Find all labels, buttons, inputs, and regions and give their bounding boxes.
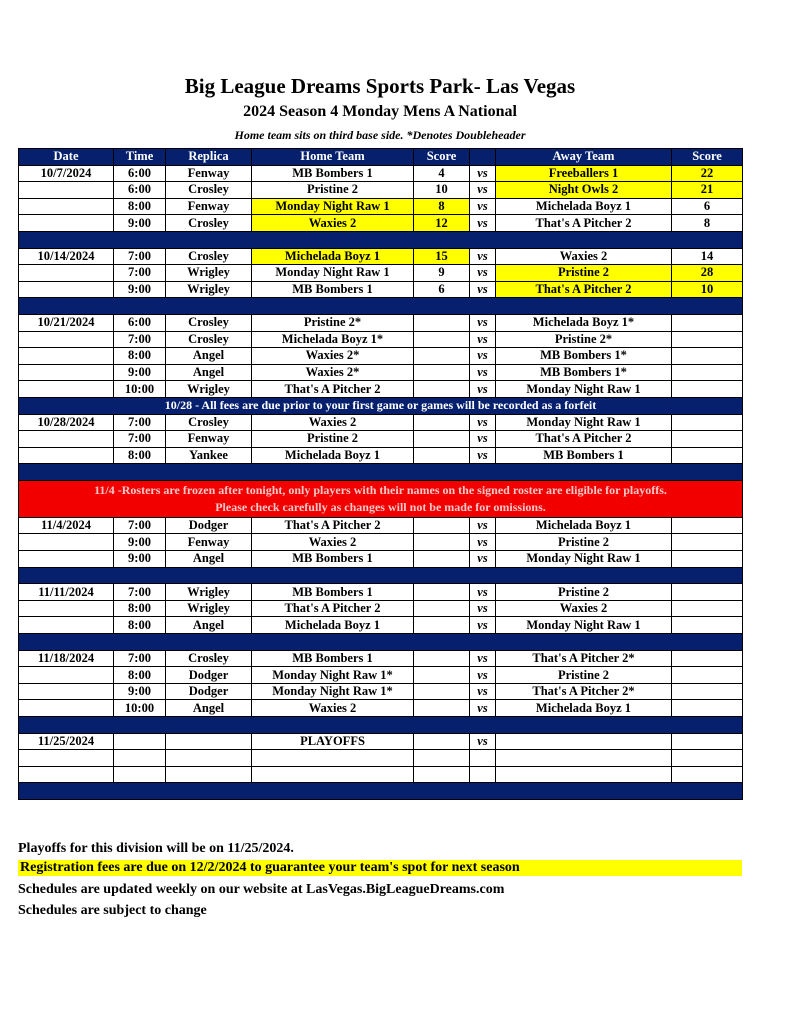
away-score-cell — [672, 431, 743, 448]
game-row — [19, 431, 743, 448]
replica-cell: Dodger — [166, 683, 252, 700]
vs-cell: vs — [470, 314, 496, 331]
time-cell — [114, 750, 166, 767]
home-score-cell: 6 — [414, 281, 470, 298]
date-cell: 11/4/2024 — [19, 517, 114, 534]
replica-cell: Wrigley — [166, 584, 252, 601]
away-score-cell — [672, 348, 743, 365]
col-vs — [470, 149, 496, 166]
home-team-cell: Pristine 2* — [252, 314, 414, 331]
away-team-cell: Night Owls 2 — [496, 182, 672, 199]
home-score-cell — [414, 551, 470, 568]
away-score-cell — [672, 600, 743, 617]
away-score-cell — [672, 517, 743, 534]
home-team-cell: Pristine 2 — [252, 182, 414, 199]
home-score-cell: 12 — [414, 215, 470, 232]
replica-cell: Angel — [166, 617, 252, 634]
date-cell: 10/14/2024 — [19, 248, 114, 265]
footer-registration: Registration fees are due on 12/2/2024 to guarantee your team's spot for next season — [18, 860, 742, 876]
game-row — [19, 364, 743, 381]
home-score-cell: 9 — [414, 265, 470, 282]
away-score-cell: 21 — [672, 182, 743, 199]
time-cell: 9:00 — [114, 534, 166, 551]
replica-cell: Crosley — [166, 414, 252, 431]
home-team-cell: That's A Pitcher 2 — [252, 600, 414, 617]
page-subtitle: 2024 Season 4 Monday Mens A National — [243, 103, 517, 120]
away-score-cell: 28 — [672, 265, 743, 282]
schedule-table — [18, 148, 743, 800]
date-cell — [19, 198, 114, 215]
time-cell — [114, 733, 166, 750]
replica-cell: Fenway — [166, 534, 252, 551]
home-team-cell: Michelada Boyz 1 — [252, 617, 414, 634]
away-team-cell: MB Bombers 1* — [496, 348, 672, 365]
home-team-cell: Waxies 2 — [252, 215, 414, 232]
vs-cell: vs — [470, 683, 496, 700]
away-score-cell — [672, 364, 743, 381]
time-cell: 8:00 — [114, 348, 166, 365]
time-cell: 10:00 — [114, 700, 166, 717]
away-score-cell — [672, 584, 743, 601]
home-team-cell: MB Bombers 1 — [252, 551, 414, 568]
date-cell — [19, 750, 114, 767]
game-row — [19, 248, 743, 265]
home-score-cell — [414, 447, 470, 464]
away-score-cell — [672, 381, 743, 398]
game-row — [19, 281, 743, 298]
time-cell: 9:00 — [114, 683, 166, 700]
game-row — [19, 534, 743, 551]
replica-cell: Crosley — [166, 248, 252, 265]
away-team-cell: MB Bombers 1 — [496, 447, 672, 464]
col-replica: Replica — [166, 149, 252, 166]
away-team-cell: That's A Pitcher 2 — [496, 215, 672, 232]
home-team-cell: PLAYOFFS — [252, 733, 414, 750]
replica-cell: Crosley — [166, 215, 252, 232]
game-row — [19, 331, 743, 348]
replica-cell: Crosley — [166, 331, 252, 348]
col-time: Time — [114, 149, 166, 166]
vs-cell: vs — [470, 431, 496, 448]
replica-cell: Yankee — [166, 447, 252, 464]
separator-bar — [19, 717, 743, 734]
away-team-cell: Pristine 2* — [496, 331, 672, 348]
away-team-cell: Pristine 2 — [496, 534, 672, 551]
vs-cell: vs — [470, 733, 496, 750]
vs-cell: vs — [470, 700, 496, 717]
game-row — [19, 600, 743, 617]
home-score-cell — [414, 617, 470, 634]
date-cell — [19, 348, 114, 365]
date-cell — [19, 281, 114, 298]
away-score-cell — [672, 733, 743, 750]
home-team-cell: Waxies 2 — [252, 700, 414, 717]
date-cell — [19, 431, 114, 448]
vs-cell: vs — [470, 265, 496, 282]
away-team-cell: Pristine 2 — [496, 265, 672, 282]
col-home-score: Score — [414, 149, 470, 166]
date-cell: 11/18/2024 — [19, 650, 114, 667]
away-score-cell: 22 — [672, 165, 743, 182]
game-row — [19, 198, 743, 215]
col-away-score: Score — [672, 149, 743, 166]
footer-change: Schedules are subject to change — [18, 903, 207, 918]
footer-playoffs: Playoffs for this division will be on 11/25/2024. — [18, 841, 294, 856]
roster-alert-line1: 11/4 -Rosters are frozen after tonight, only players with their names on the signed roster are eligible for playoffs. — [94, 482, 667, 497]
game-row — [19, 766, 743, 783]
game-row — [19, 700, 743, 717]
home-team-cell: MB Bombers 1 — [252, 584, 414, 601]
separator-bar — [19, 634, 743, 651]
footer-website: Schedules are updated weekly on our website at LasVegas.BigLeagueDreams.com — [18, 882, 505, 897]
away-team-cell: Freeballers 1 — [496, 165, 672, 182]
date-cell — [19, 551, 114, 568]
away-team-cell: Michelada Boyz 1 — [496, 198, 672, 215]
game-row — [19, 683, 743, 700]
time-cell: 7:00 — [114, 517, 166, 534]
home-team-cell — [252, 766, 414, 783]
vs-cell: vs — [470, 381, 496, 398]
home-team-cell: Waxies 2* — [252, 364, 414, 381]
roster-alert — [19, 480, 743, 517]
vs-cell: vs — [470, 551, 496, 568]
vs-cell: vs — [470, 165, 496, 182]
time-cell: 6:00 — [114, 165, 166, 182]
date-cell: 11/11/2024 — [19, 584, 114, 601]
vs-cell: vs — [470, 584, 496, 601]
away-team-cell: Monday Night Raw 1 — [496, 551, 672, 568]
home-team-cell: Michelada Boyz 1* — [252, 331, 414, 348]
date-cell — [19, 766, 114, 783]
game-row — [19, 215, 743, 232]
away-score-cell — [672, 551, 743, 568]
date-cell — [19, 600, 114, 617]
header-row — [19, 149, 743, 166]
time-cell: 8:00 — [114, 617, 166, 634]
replica-cell: Fenway — [166, 431, 252, 448]
home-team-cell: Michelada Boyz 1 — [252, 447, 414, 464]
home-score-cell: 10 — [414, 182, 470, 199]
away-score-cell — [672, 447, 743, 464]
away-score-cell — [672, 650, 743, 667]
replica-cell: Fenway — [166, 165, 252, 182]
game-row — [19, 617, 743, 634]
home-score-cell — [414, 431, 470, 448]
game-row — [19, 667, 743, 684]
roster-alert-row — [19, 480, 743, 517]
vs-cell — [470, 750, 496, 767]
date-cell — [19, 534, 114, 551]
vs-cell: vs — [470, 517, 496, 534]
replica-cell: Dodger — [166, 517, 252, 534]
date-cell — [19, 447, 114, 464]
fee-notice: 10/28 - All fees are due prior to your first game or games will be recorded as a forfeit — [19, 397, 743, 414]
away-team-cell: Monday Night Raw 1 — [496, 414, 672, 431]
header-note: Home team sits on third base side. *Denotes Doubleheader — [234, 128, 526, 142]
separator-bar — [19, 464, 743, 481]
away-score-cell — [672, 414, 743, 431]
time-cell: 7:00 — [114, 265, 166, 282]
time-cell: 8:00 — [114, 600, 166, 617]
date-cell — [19, 265, 114, 282]
game-row — [19, 314, 743, 331]
away-team-cell: Pristine 2 — [496, 667, 672, 684]
replica-cell: Crosley — [166, 182, 252, 199]
away-score-cell: 14 — [672, 248, 743, 265]
home-team-cell: Waxies 2* — [252, 348, 414, 365]
home-team-cell: That's A Pitcher 2 — [252, 517, 414, 534]
home-score-cell: 8 — [414, 198, 470, 215]
home-score-cell — [414, 331, 470, 348]
replica-cell: Angel — [166, 348, 252, 365]
home-team-cell: MB Bombers 1 — [252, 281, 414, 298]
replica-cell — [166, 733, 252, 750]
away-score-cell — [672, 667, 743, 684]
vs-cell: vs — [470, 600, 496, 617]
away-score-cell — [672, 314, 743, 331]
away-team-cell: Waxies 2 — [496, 600, 672, 617]
replica-cell: Angel — [166, 364, 252, 381]
time-cell: 10:00 — [114, 381, 166, 398]
col-date: Date — [19, 149, 114, 166]
vs-cell: vs — [470, 248, 496, 265]
separator-row — [19, 567, 743, 584]
vs-cell: vs — [470, 215, 496, 232]
away-score-cell — [672, 683, 743, 700]
game-row — [19, 348, 743, 365]
time-cell: 7:00 — [114, 248, 166, 265]
vs-cell — [470, 766, 496, 783]
separator-bar — [19, 298, 743, 315]
separator-row — [19, 783, 743, 800]
replica-cell: Fenway — [166, 198, 252, 215]
game-row — [19, 733, 743, 750]
game-row — [19, 447, 743, 464]
time-cell: 9:00 — [114, 364, 166, 381]
away-score-cell — [672, 700, 743, 717]
replica-cell: Crosley — [166, 314, 252, 331]
home-team-cell: Monday Night Raw 1 — [252, 198, 414, 215]
date-cell: 10/7/2024 — [19, 165, 114, 182]
date-cell: 11/25/2024 — [19, 733, 114, 750]
vs-cell: vs — [470, 198, 496, 215]
away-team-cell: Michelada Boyz 1* — [496, 314, 672, 331]
away-team-cell — [496, 733, 672, 750]
game-row — [19, 414, 743, 431]
away-team-cell — [496, 750, 672, 767]
home-score-cell — [414, 381, 470, 398]
separator-row — [19, 231, 743, 248]
home-team-cell: Monday Night Raw 1* — [252, 683, 414, 700]
away-score-cell: 10 — [672, 281, 743, 298]
home-score-cell: 15 — [414, 248, 470, 265]
home-team-cell: Monday Night Raw 1 — [252, 265, 414, 282]
home-score-cell — [414, 683, 470, 700]
date-cell — [19, 182, 114, 199]
date-cell — [19, 331, 114, 348]
away-team-cell: Michelada Boyz 1 — [496, 700, 672, 717]
away-score-cell — [672, 534, 743, 551]
away-team-cell: Waxies 2 — [496, 248, 672, 265]
home-score-cell — [414, 314, 470, 331]
home-team-cell: MB Bombers 1 — [252, 165, 414, 182]
game-row — [19, 165, 743, 182]
game-row — [19, 265, 743, 282]
date-cell: 10/28/2024 — [19, 414, 114, 431]
time-cell: 6:00 — [114, 182, 166, 199]
time-cell: 9:00 — [114, 551, 166, 568]
separator-row — [19, 717, 743, 734]
home-team-cell: Pristine 2 — [252, 431, 414, 448]
away-team-cell: Pristine 2 — [496, 584, 672, 601]
away-team-cell: That's A Pitcher 2* — [496, 650, 672, 667]
date-cell — [19, 364, 114, 381]
page-title: Big League Dreams Sports Park- Las Vegas — [184, 74, 576, 98]
date-cell — [19, 683, 114, 700]
replica-cell — [166, 766, 252, 783]
home-score-cell — [414, 517, 470, 534]
game-row — [19, 750, 743, 767]
game-row — [19, 517, 743, 534]
separator-bar — [19, 783, 743, 800]
away-team-cell: That's A Pitcher 2* — [496, 683, 672, 700]
vs-cell: vs — [470, 667, 496, 684]
vs-cell: vs — [470, 281, 496, 298]
away-team-cell: Monday Night Raw 1 — [496, 381, 672, 398]
home-score-cell — [414, 766, 470, 783]
home-score-cell — [414, 750, 470, 767]
home-team-cell: Waxies 2 — [252, 534, 414, 551]
home-score-cell — [414, 414, 470, 431]
away-score-cell — [672, 331, 743, 348]
vs-cell: vs — [470, 617, 496, 634]
time-cell: 6:00 — [114, 314, 166, 331]
replica-cell: Dodger — [166, 667, 252, 684]
home-score-cell — [414, 600, 470, 617]
vs-cell: vs — [470, 364, 496, 381]
time-cell: 8:00 — [114, 447, 166, 464]
replica-cell: Angel — [166, 700, 252, 717]
vs-cell: vs — [470, 348, 496, 365]
game-row — [19, 182, 743, 199]
away-score-cell — [672, 750, 743, 767]
vs-cell: vs — [470, 182, 496, 199]
replica-cell: Wrigley — [166, 600, 252, 617]
col-home-team: Home Team — [252, 149, 414, 166]
time-cell: 7:00 — [114, 584, 166, 601]
home-team-cell: That's A Pitcher 2 — [252, 381, 414, 398]
home-score-cell — [414, 733, 470, 750]
date-cell — [19, 381, 114, 398]
home-team-cell: MB Bombers 1 — [252, 650, 414, 667]
vs-cell: vs — [470, 650, 496, 667]
home-score-cell — [414, 650, 470, 667]
time-cell: 7:00 — [114, 431, 166, 448]
vs-cell: vs — [470, 534, 496, 551]
roster-alert-line2: Please check carefully as changes will not be made for omissions. — [215, 499, 546, 514]
separator-bar — [19, 567, 743, 584]
separator-row — [19, 298, 743, 315]
vs-cell: vs — [470, 331, 496, 348]
away-score-cell — [672, 766, 743, 783]
time-cell — [114, 766, 166, 783]
home-score-cell — [414, 534, 470, 551]
away-team-cell: Michelada Boyz 1 — [496, 517, 672, 534]
away-score-cell — [672, 617, 743, 634]
game-row — [19, 584, 743, 601]
vs-cell: vs — [470, 414, 496, 431]
date-cell — [19, 667, 114, 684]
time-cell: 7:00 — [114, 650, 166, 667]
away-score-cell: 8 — [672, 215, 743, 232]
home-score-cell: 4 — [414, 165, 470, 182]
time-cell: 9:00 — [114, 281, 166, 298]
time-cell: 9:00 — [114, 215, 166, 232]
replica-cell: Angel — [166, 551, 252, 568]
home-score-cell — [414, 700, 470, 717]
replica-cell: Wrigley — [166, 265, 252, 282]
home-team-cell: Monday Night Raw 1* — [252, 667, 414, 684]
separator-bar — [19, 231, 743, 248]
time-cell: 7:00 — [114, 331, 166, 348]
away-team-cell: MB Bombers 1* — [496, 364, 672, 381]
schedule-body — [19, 165, 743, 799]
replica-cell — [166, 750, 252, 767]
vs-cell: vs — [470, 447, 496, 464]
date-cell — [19, 215, 114, 232]
time-cell: 8:00 — [114, 667, 166, 684]
away-score-cell: 6 — [672, 198, 743, 215]
notice-row — [19, 397, 743, 414]
game-row — [19, 381, 743, 398]
home-team-cell: Waxies 2 — [252, 414, 414, 431]
away-team-cell: Monday Night Raw 1 — [496, 617, 672, 634]
home-score-cell — [414, 667, 470, 684]
home-team-cell — [252, 750, 414, 767]
replica-cell: Wrigley — [166, 281, 252, 298]
home-score-cell — [414, 348, 470, 365]
away-team-cell — [496, 766, 672, 783]
away-team-cell: That's A Pitcher 2 — [496, 431, 672, 448]
replica-cell: Crosley — [166, 650, 252, 667]
col-away-team: Away Team — [496, 149, 672, 166]
date-cell — [19, 617, 114, 634]
home-score-cell — [414, 584, 470, 601]
separator-row — [19, 464, 743, 481]
time-cell: 7:00 — [114, 414, 166, 431]
time-cell: 8:00 — [114, 198, 166, 215]
replica-cell: Wrigley — [166, 381, 252, 398]
separator-row — [19, 634, 743, 651]
away-team-cell: That's A Pitcher 2 — [496, 281, 672, 298]
date-cell — [19, 700, 114, 717]
date-cell: 10/21/2024 — [19, 314, 114, 331]
home-score-cell — [414, 364, 470, 381]
home-team-cell: Michelada Boyz 1 — [252, 248, 414, 265]
game-row — [19, 551, 743, 568]
game-row — [19, 650, 743, 667]
